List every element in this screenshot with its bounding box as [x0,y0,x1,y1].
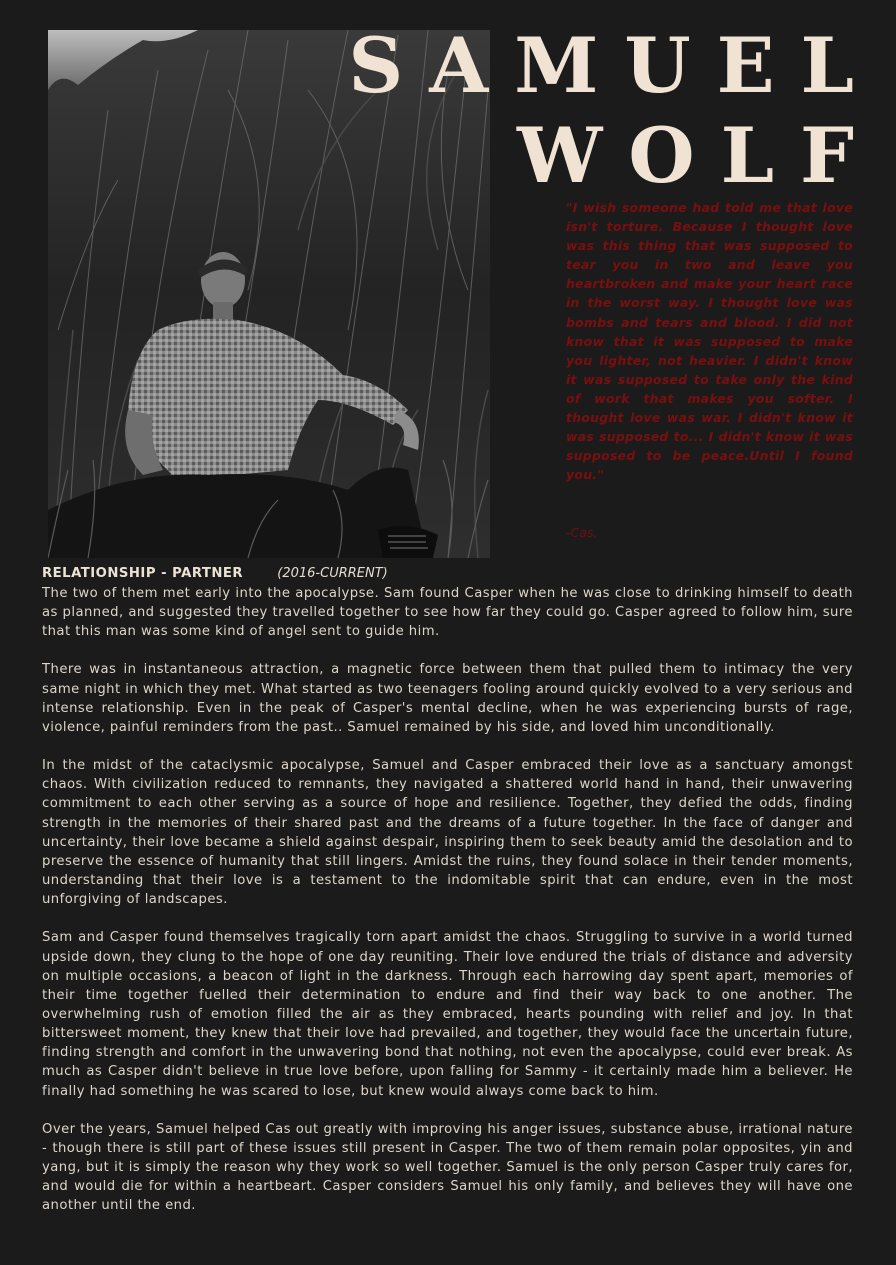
quote-attribution: -Cas. [566,525,598,540]
last-name-title: WOLF [517,111,880,200]
paragraph: Sam and Casper found themselves tragically torn apart amidst the chaos. Struggling to survive in a world turned upside down, they clung to the hope of one day reuniting. Their love endured the trials of distance and adversity on multiple occasions, a beacon of light in the darkness. Through each harrowing day spent apart, memories of their time together fuelled their determination to endure and find their way back to one another. The overwhelming rush of emotion filled the air as they embraced, hearts pounding with relief and joy. In that bittersweet moment, they knew that their love had prevailed, and together, they would face the uncertain future, finding strength and comfort in the unwavering bond that nothing, not even the apocalypse, could ever break. As much as Casper didn't believe in true love before, upon falling for Sammy - it certainly made him a believer. He finally had something he was scared to lose, but knew would always come back to him. [42,930,853,1099]
paragraph: Over the years, Samuel helped Cas out greatly with improving his anger issues, substance abuse, irrational nature - though there is still part of these issues still present in Casper. The two of them remain polar opposites, yin and yang, but it is simply the reason why they work so well together. Samuel is the only person Casper truly cares for, and would die for within a heartbeart. Casper considers Samuel his only family, and believes they will have one another until the end. [42,1121,853,1214]
relationship-description [42,584,853,1235]
relationship-heading [42,566,388,581]
first-name-title: SAMUEL [348,21,880,110]
paragraph: The two of them met early into the apocalypse. Sam found Casper when he was close to drinking himself to death as planned, and suggested they travelled together to see how far they could go. Casper agreed to follow him, sure that this man was some kind of angel sent to guide him. [42,586,853,640]
paragraph: There was in instantaneous attraction, a magnetic force between them that pulled them to intimacy the very same night in which they met. What started as two teenagers fooling around quickly evolved to a very serious and intense relationship. Even in the peak of Casper's mental decline, when he was experiencing bursts of rage, violence, painful reminders from the past.. Samuel remained by his side, and loved him unconditionally. [42,662,853,735]
quote-text: "I wish someone had told me that love isn't torture. Because I thought love was this thing that was supposed to tear you in two and leave you heartbroken and make your heart race in the worst way. I thought love was bombs and tears and blood. I did not know that it was supposed to make you lighter, not heavier. I didn't know it was supposed to take only the kind of work that makes you softer. I thought love was war. I didn't know it was supposed to... I didn't know it was supposed to be peace.Until I found you." [566,200,853,483]
relationship-dates: (2016-CURRENT) [277,566,388,581]
relationship-label: RELATIONSHIP - PARTNER [42,566,244,581]
paragraph: In the midst of the cataclysmic apocalypse, Samuel and Casper embraced their love as a sanctuary amongst chaos. With civilization reduced to remnants, they navigated a shattered world hand in hand, their unwavering commitment to each other serving as a source of hope and resilience. Together, they defied the odds, finding strength in the memories of their shared past and the dreams of a future together. In the face of danger and uncertainty, their love became a shield against despair, inspiring them to seek beauty amid the desolation and to preserve the essence of humanity that still lingers. Amidst the ruins, they found solace in their tender moments, understanding that their love is a testament to the indomitable spirit that can endure, even in the most unforgiving of landscapes. [42,758,853,908]
